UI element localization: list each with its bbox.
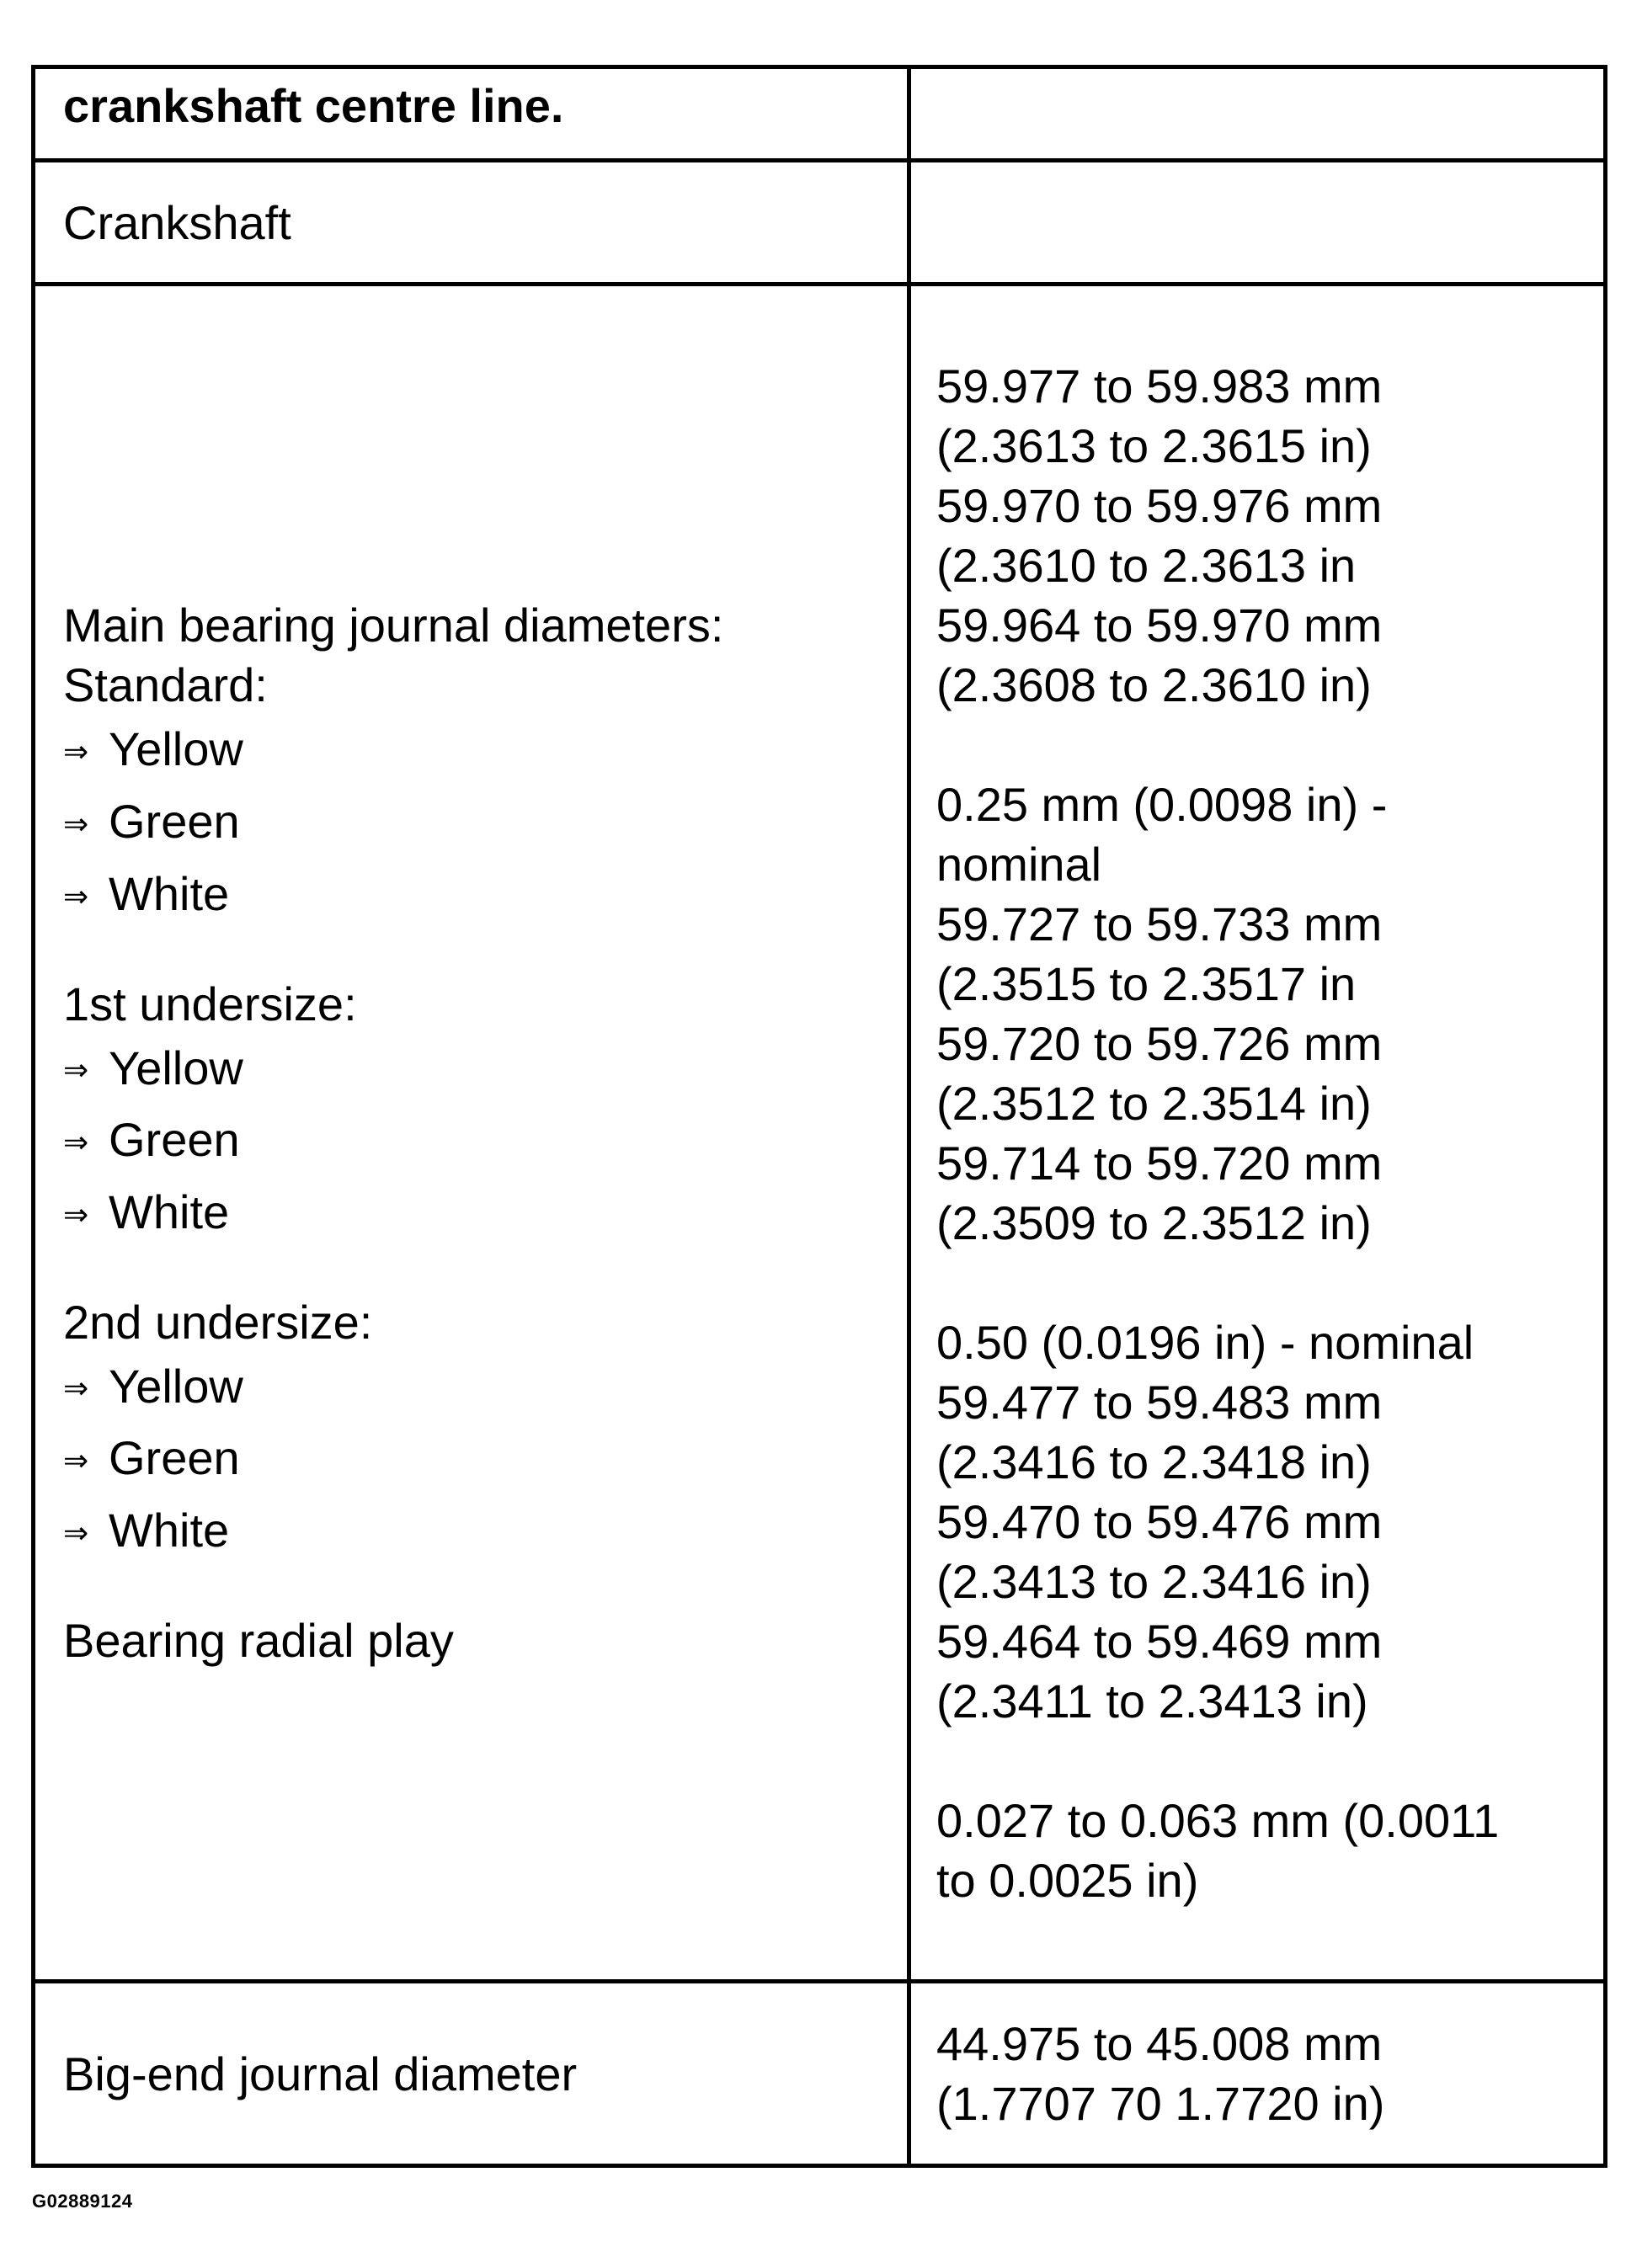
table-row (34, 67, 1606, 161)
spec-value: 59.970 to 59.976 mm (936, 478, 1383, 532)
double-arrow-icon: ⇒ (63, 1515, 89, 1550)
spec-value: 59.977 to 59.983 mm (936, 359, 1383, 413)
spec-value: (2.3413 to 2.3416 in) (936, 1554, 1372, 1608)
spec-value: to 0.0025 in) (936, 1853, 1199, 1907)
group-label: 2nd undersize: (63, 1295, 373, 1349)
main-bearing-values (909, 285, 1606, 1982)
double-arrow-icon: ⇒ (63, 1371, 89, 1406)
spec-value: (2.3613 to 2.3615 in) (936, 418, 1372, 472)
double-arrow-icon: ⇒ (63, 806, 89, 841)
spec-value: (2.3411 to 2.3413 in) (936, 1674, 1368, 1728)
radial-play-label: Bearing radial play (63, 1613, 454, 1667)
list-item: ⇒ White (63, 1496, 907, 1568)
spec-value: 59.470 to 59.476 mm (936, 1494, 1383, 1548)
group-label: Standard: (63, 658, 268, 712)
spec-value: 59.714 to 59.720 mm (936, 1136, 1383, 1190)
spec-value: (2.3512 to 2.3514 in) (936, 1076, 1372, 1130)
list-item: ⇒ White (63, 860, 907, 932)
spec-value: 59.477 to 59.483 mm (936, 1375, 1383, 1429)
figure-id: G02889124 (32, 2191, 133, 2212)
spec-value: 59.464 to 59.469 mm (936, 1614, 1383, 1668)
row-value (909, 161, 1606, 285)
list-item: ⇒ Green (63, 1105, 907, 1178)
table-row (34, 1982, 1606, 2166)
group-label: 1st undersize: (63, 977, 357, 1030)
spec-value: (2.3610 to 2.3613 in (936, 538, 1357, 592)
list-item: ⇒ White (63, 1178, 907, 1250)
double-arrow-icon: ⇒ (63, 878, 89, 913)
spec-value: (2.3509 to 2.3512 in) (936, 1195, 1372, 1249)
spec-value: 59.720 to 59.726 mm (936, 1016, 1383, 1070)
row-label: Big-end journal diameter (34, 1982, 909, 2166)
double-arrow-icon: ⇒ (63, 1052, 89, 1088)
spec-table (31, 65, 1607, 2168)
spec-value: 0.50 (0.0196 in) - nominal (936, 1315, 1474, 1369)
list-item: ⇒ Yellow (63, 715, 907, 787)
spec-value: 0.027 to 0.063 mm (0.0011 (936, 1793, 1500, 1847)
spec-value: (2.3515 to 2.3517 in (936, 956, 1357, 1010)
double-arrow-icon: ⇒ (63, 1124, 89, 1159)
main-bearing-heading: Main bearing journal diameters: (63, 599, 724, 652)
double-arrow-icon: ⇒ (63, 1196, 89, 1232)
main-bearing-labels (34, 285, 909, 1982)
table-row (34, 285, 1606, 1982)
list-item: ⇒ Green (63, 1424, 907, 1496)
double-arrow-icon: ⇒ (63, 734, 89, 769)
spec-value: (2.3608 to 2.3610 in) (936, 658, 1372, 711)
double-arrow-icon: ⇒ (63, 1443, 89, 1478)
row-label: crankshaft centre line. (34, 67, 909, 161)
list-item: ⇒ Green (63, 787, 907, 860)
spec-value: nominal (936, 837, 1102, 891)
list-item: ⇒ Yellow (63, 1034, 907, 1106)
spec-value: (1.7707 70 1.7720 in) (936, 2077, 1385, 2131)
spec-value: 59.964 to 59.970 mm (936, 598, 1383, 652)
row-label: Crankshaft (34, 161, 909, 285)
spec-value: (2.3416 to 2.3418 in) (936, 1435, 1372, 1488)
big-end-values (909, 1982, 1606, 2166)
spec-value: 44.975 to 45.008 mm (936, 2017, 1383, 2071)
spec-value: 59.727 to 59.733 mm (936, 897, 1383, 950)
spec-value: 0.25 mm (0.0098 in) - (936, 777, 1388, 831)
row-value (909, 67, 1606, 161)
table-row (34, 161, 1606, 285)
list-item: ⇒ Yellow (63, 1352, 907, 1424)
